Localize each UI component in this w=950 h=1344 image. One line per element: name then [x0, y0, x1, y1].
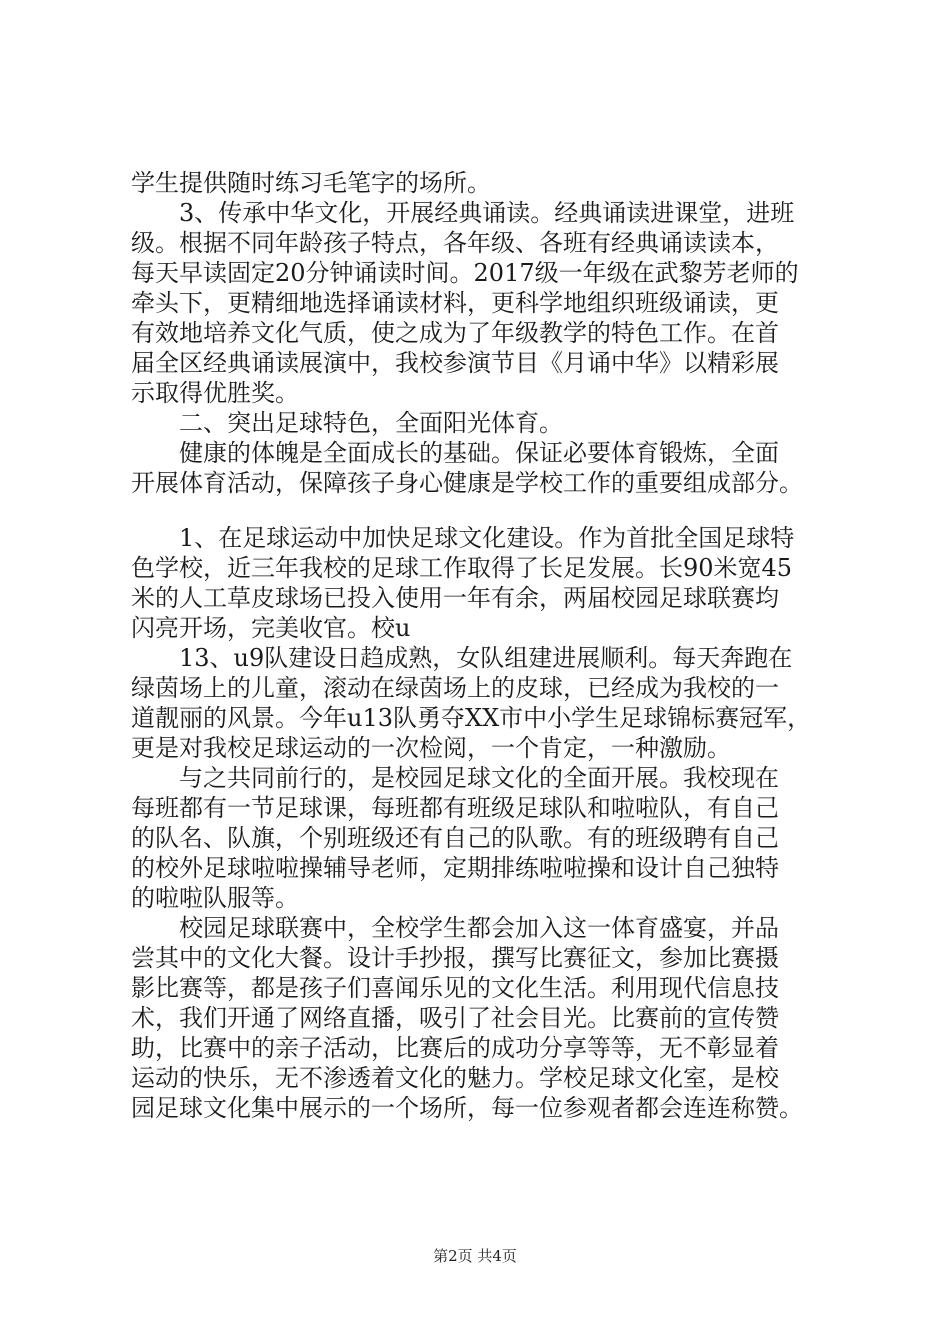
text-line: 的校外足球啦啦操辅导老师，定期排练啦啦操和设计自己独特 — [131, 854, 779, 882]
text-line: 运动的快乐，无不渗透着文化的魅力。学校足球文化室，是校 — [131, 1064, 779, 1092]
paragraph-gap — [131, 498, 839, 523]
text-line: 更是对我校足球运动的一次检阅，一个肯定，一种激励。 — [131, 734, 731, 762]
text-line: 13、u9队建设日趋成熟，女队组建进展顺利。每天奔跑在 — [179, 644, 793, 672]
text-line: 影比赛等，都是孩子们喜闻乐见的文化生活。利用现代信息技 — [131, 974, 779, 1002]
text-line: 园足球文化集中展示的一个场所，每一位参观者都会连连称赞。 — [131, 1094, 803, 1122]
text-line: 的队名、队旗，个别班级还有自己的队歌。有的班级聘有自己 — [131, 824, 779, 852]
text-line: 开展体育活动，保障孩子身心健康是学校工作的重要组成部分。 — [131, 469, 803, 497]
text-line: 届全区经典诵读展演中，我校参演节目《月诵中华》以精彩展 — [131, 349, 779, 377]
text-line: 米的人工草皮球场已投入使用一年有余，两届校园足球联赛均 — [131, 584, 779, 612]
text-line: 1、在足球运动中加快足球文化建设。作为首批全国足球特 — [179, 524, 795, 552]
text-line: 助，比赛中的亲子活动，比赛后的成功分享等等，无不彰显着 — [131, 1034, 779, 1062]
text-line: 绿茵场上的儿童，滚动在绿茵场上的皮球，已经成为我校的一 — [131, 674, 779, 702]
text-line: 牵头下，更精细地选择诵读材料，更科学地组织班级诵读，更 — [131, 289, 779, 317]
text-line: 级。根据不同年龄孩子特点，各年级、各班有经典诵读读本， — [131, 229, 779, 257]
text-line: 学生提供随时练习毛笔字的场所。 — [131, 169, 491, 197]
text-line: 健康的体魄是全面成长的基础。保证必要体育锻炼，全面 — [179, 439, 779, 467]
text-line: 的啦啦队服等。 — [131, 884, 299, 912]
text-line: 3、传承中华文化，开展经典诵读。经典诵读进课堂，进班 — [179, 199, 795, 227]
text-line: 每班都有一节足球课，每班都有班级足球队和啦啦队，有自己 — [131, 794, 779, 822]
text-line: 示取得优胜奖。 — [131, 379, 299, 407]
text-line: 与之共同前行的，是校园足球文化的全面开展。我校现在 — [179, 764, 779, 792]
text-line: 有效地培养文化气质，使之成为了年级教学的特色工作。在首 — [131, 319, 779, 347]
page-number-footer: 第2页 共4页 — [433, 1247, 517, 1265]
text-line: 术，我们开通了网络直播，吸引了社会目光。比赛前的宣传赞 — [131, 1004, 779, 1032]
text-line: 尝其中的文化大餐。设计手抄报，撰写比赛征文，参加比赛摄 — [131, 944, 779, 972]
text-line: 闪亮开场，完美收官。校u — [131, 614, 411, 642]
document-body — [131, 168, 839, 1123]
text-line: 每天早读固定20分钟诵读时间。2017级一年级在武黎芳老师的 — [131, 259, 799, 287]
text-line: 道靓丽的风景。今年u13队勇夺XX市中小学生足球锦标赛冠军， — [131, 704, 812, 732]
section-heading: 二、突出足球特色，全面阳光体育。 — [179, 409, 563, 437]
text-line: 色学校，近三年我校的足球工作取得了长足发展。长90米宽45 — [131, 554, 793, 582]
text-line: 校园足球联赛中，全校学生都会加入这一体育盛宴，并品 — [179, 914, 779, 942]
